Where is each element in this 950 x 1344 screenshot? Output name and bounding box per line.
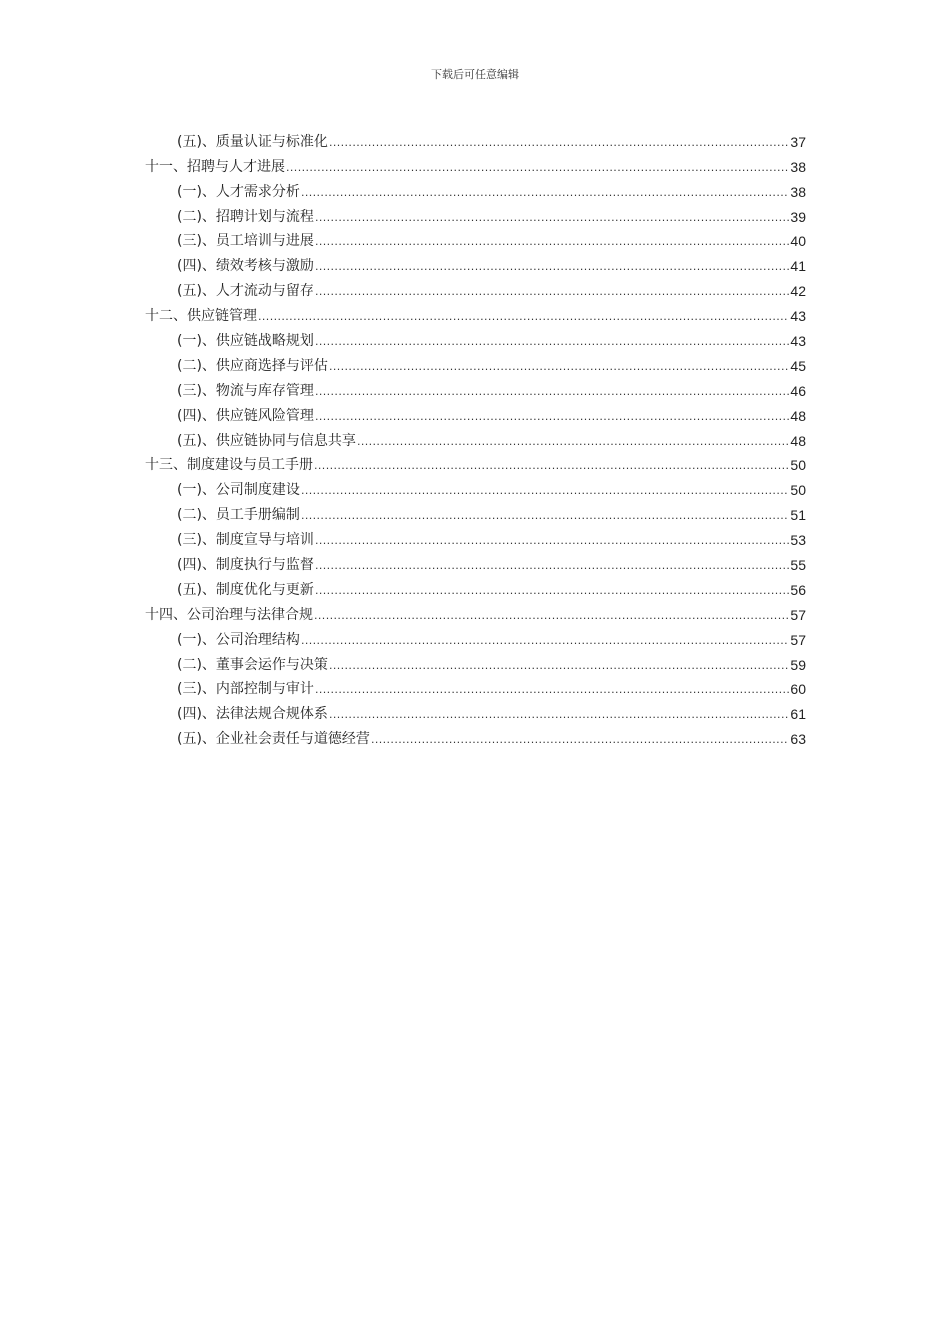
toc-dot-leader: [315, 234, 789, 250]
toc-entry-title: (三)、制度宣导与培训: [177, 532, 314, 549]
toc-section-entry[interactable]: [145, 401, 806, 426]
toc-page-number: 57: [790, 606, 806, 623]
toc-dot-leader: [286, 160, 789, 176]
toc-entry-title: (一)、供应链战略规划: [177, 333, 314, 350]
toc-dot-leader: [329, 135, 789, 151]
toc-entry-title: (四)、法律法规合规体系: [177, 706, 328, 723]
toc-section-entry[interactable]: [145, 251, 806, 276]
toc-page-number: 60: [790, 681, 806, 698]
toc-section-entry[interactable]: [145, 351, 806, 376]
toc-section-entry[interactable]: [145, 202, 806, 227]
toc-entry-title: (二)、员工手册编制: [177, 507, 300, 524]
toc-dot-leader: [371, 732, 789, 748]
toc-section-entry[interactable]: [145, 276, 806, 301]
toc-section-entry[interactable]: [145, 227, 806, 252]
toc-page-number: 48: [790, 407, 806, 424]
toc-dot-leader: [315, 210, 789, 226]
toc-chapter-entry[interactable]: [145, 451, 806, 476]
toc-entry-title: (三)、员工培训与进展: [177, 233, 314, 250]
toc-dot-leader: [315, 558, 789, 574]
toc-page-number: 55: [790, 557, 806, 574]
toc-entry-title: (二)、供应商选择与评估: [177, 357, 328, 374]
toc-section-entry[interactable]: [145, 675, 806, 700]
toc-dot-leader: [301, 508, 789, 524]
toc-dot-leader: [329, 359, 789, 375]
toc-entry-title: (二)、董事会运作与决策: [177, 656, 328, 673]
toc-entry-title: 十二、供应链管理: [145, 308, 257, 325]
toc-dot-leader: [301, 633, 789, 649]
toc-dot-leader: [315, 583, 789, 599]
toc-section-entry[interactable]: [145, 376, 806, 401]
toc-page-number: 61: [790, 706, 806, 723]
toc-section-entry[interactable]: [145, 426, 806, 451]
toc-entry-title: (四)、制度执行与监督: [177, 557, 314, 574]
toc-page-number: 48: [790, 432, 806, 449]
toc-section-entry[interactable]: [145, 475, 806, 500]
toc-section-entry[interactable]: [145, 525, 806, 550]
toc-section-entry[interactable]: [145, 500, 806, 525]
toc-page-number: 46: [790, 382, 806, 399]
toc-chapter-entry[interactable]: [145, 600, 806, 625]
toc-dot-leader: [315, 682, 789, 698]
toc-page-number: 45: [790, 357, 806, 374]
toc-page-number: 50: [790, 482, 806, 499]
toc-section-entry[interactable]: [145, 724, 806, 749]
toc-entry-title: (三)、物流与库存管理: [177, 382, 314, 399]
toc-entry-title: (二)、招聘计划与流程: [177, 208, 314, 225]
toc-dot-leader: [357, 434, 789, 450]
toc-entry-title: 十三、制度建设与员工手册: [145, 457, 313, 474]
toc-section-entry[interactable]: [145, 326, 806, 351]
toc-entry-title: (四)、绩效考核与激励: [177, 258, 314, 275]
toc-entry-title: (三)、内部控制与审计: [177, 681, 314, 698]
toc-entry-title: (四)、供应链风险管理: [177, 407, 314, 424]
toc-dot-leader: [315, 334, 789, 350]
toc-page-number: 50: [790, 457, 806, 474]
toc-page-number: 38: [790, 183, 806, 200]
toc-page-number: 43: [790, 333, 806, 350]
toc-dot-leader: [315, 284, 789, 300]
toc-dot-leader: [315, 384, 789, 400]
toc-chapter-entry[interactable]: [145, 301, 806, 326]
toc-entry-title: 十一、招聘与人才进展: [145, 158, 285, 175]
toc-entry-title: (五)、人才流动与留存: [177, 283, 314, 300]
toc-entry-title: (五)、供应链协同与信息共享: [177, 432, 356, 449]
toc-section-entry[interactable]: [145, 127, 806, 152]
toc-page-number: 57: [790, 631, 806, 648]
toc-entry-title: (一)、人才需求分析: [177, 183, 300, 200]
toc-entry-title: (一)、公司治理结构: [177, 631, 300, 648]
toc-dot-leader: [315, 259, 789, 275]
toc-page-number: 51: [790, 507, 806, 524]
toc-page-number: 53: [790, 532, 806, 549]
toc-page-number: 63: [790, 731, 806, 748]
toc-page-number: 39: [790, 208, 806, 225]
toc-section-entry[interactable]: [145, 177, 806, 202]
toc-entry-title: (一)、公司制度建设: [177, 482, 300, 499]
toc-page-number: 41: [790, 258, 806, 275]
toc-dot-leader: [314, 458, 789, 474]
toc-chapter-entry[interactable]: [145, 152, 806, 177]
toc-section-entry[interactable]: [145, 625, 806, 650]
toc-dot-leader: [315, 409, 789, 425]
toc-entry-title: (五)、制度优化与更新: [177, 581, 314, 598]
toc-dot-leader: [329, 707, 789, 723]
toc-dot-leader: [315, 533, 789, 549]
toc-page-number: 42: [790, 283, 806, 300]
toc-section-entry[interactable]: [145, 650, 806, 675]
toc-section-entry[interactable]: [145, 575, 806, 600]
toc-entry-title: (五)、企业社会责任与道德经营: [177, 731, 370, 748]
toc-section-entry[interactable]: [145, 699, 806, 724]
page-header: 下载后可任意编辑: [431, 68, 519, 81]
toc-dot-leader: [258, 309, 789, 325]
toc-page-number: 40: [790, 233, 806, 250]
toc-dot-leader: [329, 658, 789, 674]
toc-entry-title: 十四、公司治理与法律合规: [145, 606, 313, 623]
toc-dot-leader: [301, 185, 789, 201]
toc-dot-leader: [301, 483, 789, 499]
toc-page-number: 37: [790, 133, 806, 150]
toc-section-entry[interactable]: [145, 550, 806, 575]
toc-page-number: 59: [790, 656, 806, 673]
toc-page-number: 43: [790, 308, 806, 325]
toc-page-number: 56: [790, 581, 806, 598]
toc-entry-title: (五)、质量认证与标准化: [177, 133, 328, 150]
toc-page-number: 38: [790, 158, 806, 175]
toc-dot-leader: [314, 608, 789, 624]
table-of-contents: [145, 127, 806, 749]
